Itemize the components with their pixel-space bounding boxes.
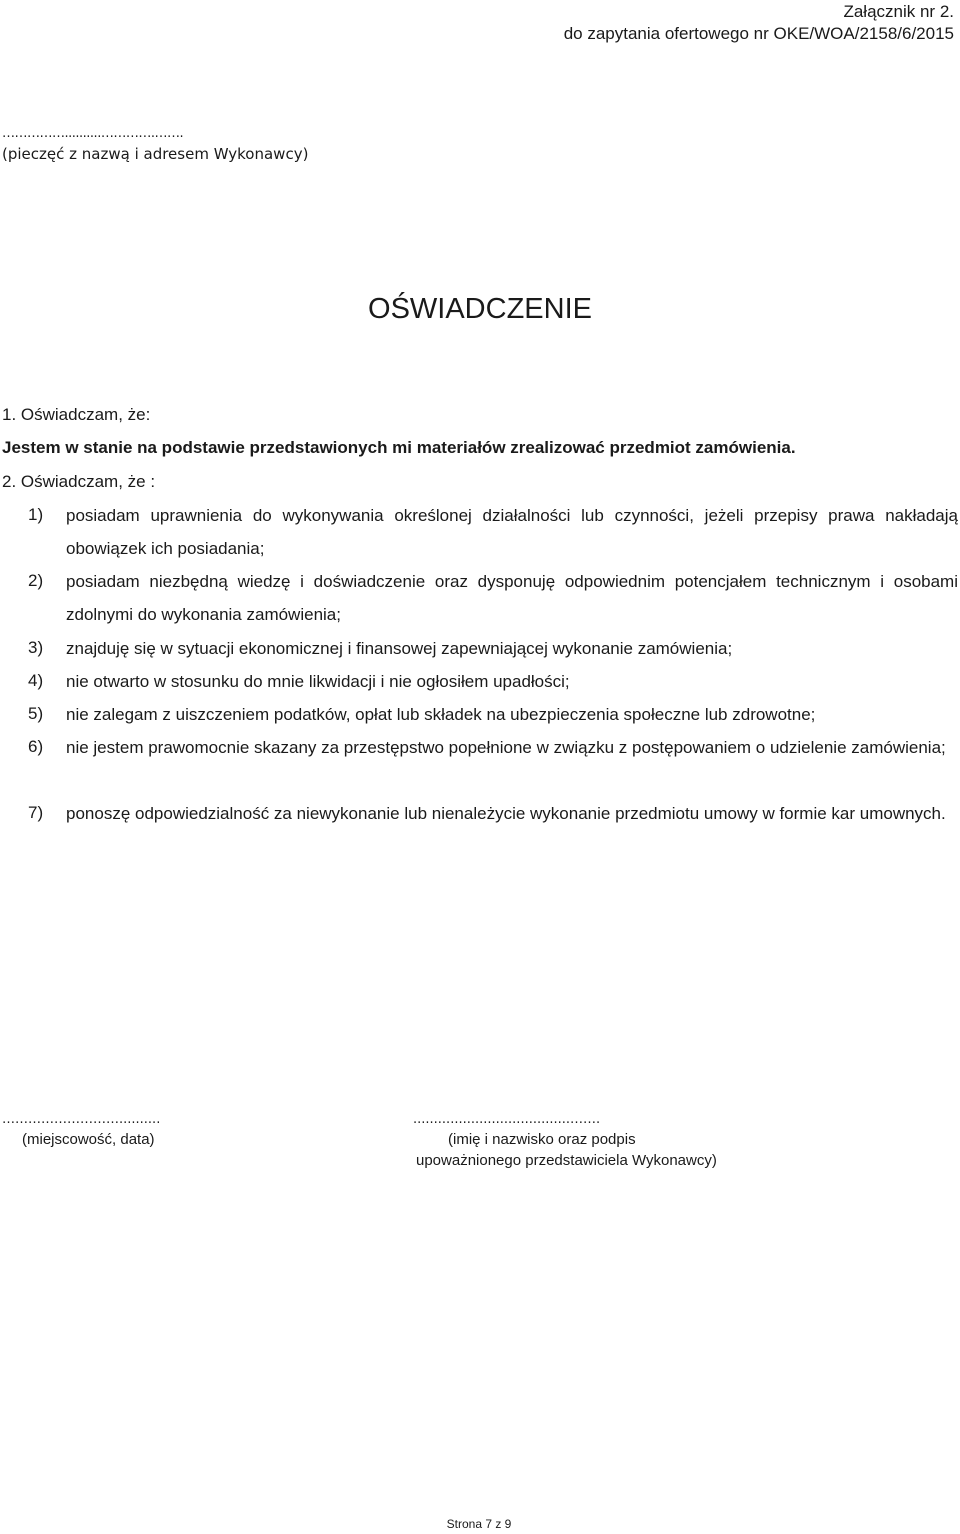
item-number: 6)	[28, 737, 44, 756]
section-2-heading: 2. Oświadczam, że :	[2, 472, 156, 491]
item-number: 3)	[28, 638, 44, 657]
item-text: posiadam uprawnienia do wykonywania określonej działalności lub czynności, jeżeli przepisy prawa nakładają obowiązek ich posiadania;	[66, 506, 958, 558]
item-number: 1)	[28, 505, 44, 524]
item-text: ponoszę odpowiedzialność za niewykonanie lub nienależycie wykonanie przedmiotu umowy w formie kar umownych.	[66, 804, 946, 823]
signature-caption-line-2: upoważnionego przedstawiciela Wykonawcy)	[416, 1152, 717, 1169]
section-1-statement: Jestem w stanie na podstawie przedstawionych mi materiałów zrealizować przedmiot zamówienia.	[2, 438, 796, 457]
item-text: nie zalegam z uiszczeniem podatków, opłat lub składek na ubezpieczenia społeczne lub zdrowotne;	[66, 705, 816, 724]
signature-caption-line-1: (imię i nazwisko oraz podpis	[448, 1131, 636, 1148]
item-text: nie otwarto w stosunku do mnie likwidacji i nie ogłosiłem upadłości;	[66, 672, 570, 691]
document-title: OŚWIADCZENIE	[368, 293, 592, 325]
stamp-caption: (pieczęć z nazwą i adresem Wykonawcy)	[2, 145, 309, 163]
signature-dotted-line: ......................................…….	[413, 1112, 601, 1127]
item-number: 7)	[28, 803, 44, 822]
item-number: 5)	[28, 704, 44, 723]
place-date-caption: (miejscowość, data)	[22, 1131, 155, 1148]
item-text: posiadam niezbędną wiedzę i doświadczenie oraz dysponuję odpowiednim potencjałem technicznym i osobami zdolnymi do wykonania zamówienia;	[66, 572, 958, 624]
item-text: znajduję się w sytuacji ekonomicznej i finansowej zapewniającej wykonanie zamówienia;	[66, 639, 733, 658]
place-date-dotted-line: ………………………..........	[2, 1112, 161, 1127]
inquiry-reference: do zapytania ofertowego nr OKE/WOA/2158/6/2015	[563, 24, 954, 43]
attachment-label: Załącznik nr 2.	[843, 2, 954, 21]
section-1-heading: 1. Oświadczam, że:	[2, 405, 151, 424]
item-number: 2)	[28, 571, 44, 590]
item-text: nie jestem prawomocnie skazany za przestępstwo popełnione w związku z postępowaniem o udzielenie zamówienia;	[66, 738, 946, 757]
item-number: 4)	[28, 671, 44, 690]
stamp-dotted-line: ……………..........………….…….	[2, 126, 184, 141]
page-number: Strona 7 z 9	[446, 1517, 512, 1531]
